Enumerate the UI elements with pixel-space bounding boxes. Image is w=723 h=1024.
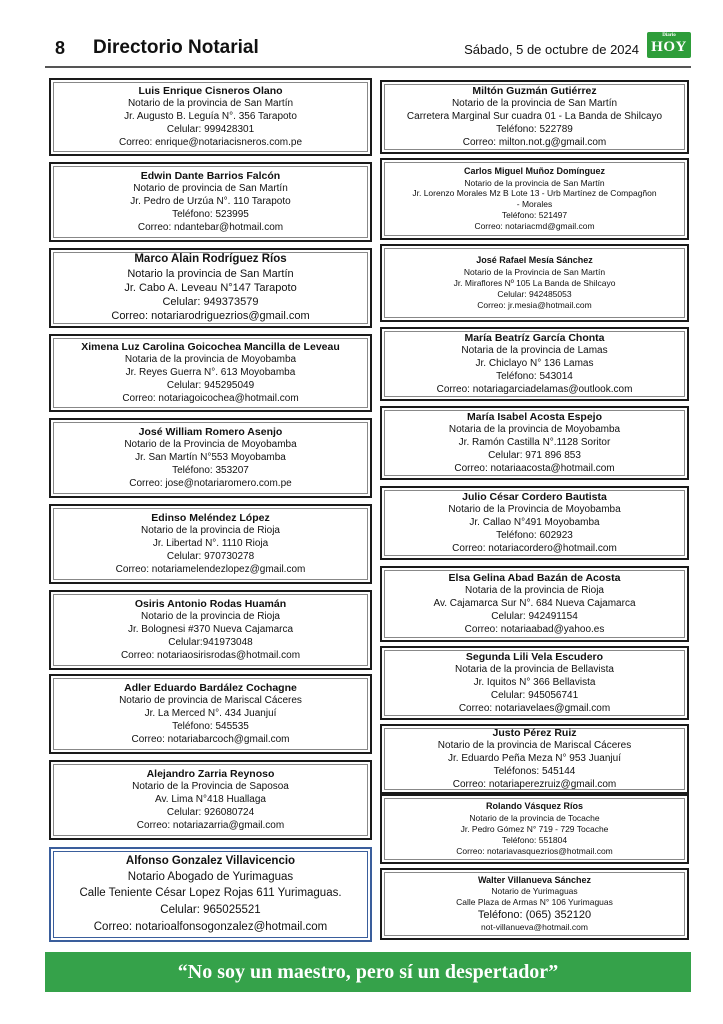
notary-phone: Celular: 970730278	[166, 550, 255, 562]
notary-email: Correo: notariamelendezlopez@gmail.com	[115, 563, 306, 575]
notary-name: Rolando Vásquez Ríos	[485, 801, 583, 812]
notary-title: Notario de Yurimaguas	[491, 886, 578, 897]
notary-card	[380, 244, 689, 322]
notary-address: Av. Lima N°418 Huallaga	[155, 793, 266, 805]
notary-name: Osiris Antonio Rodas Huamán	[134, 597, 287, 610]
notary-card	[49, 78, 372, 156]
notary-phone: Teléfono: 551804	[501, 834, 568, 845]
notary-title: Notaria de la provincia de Rioja	[465, 585, 604, 597]
notary-card	[49, 847, 372, 942]
notary-email: not-villanueva@hotmail.com	[481, 922, 588, 933]
notary-card	[380, 724, 689, 794]
notary-name: Luis Enrique Cisneros Olano	[138, 84, 283, 97]
notary-card	[380, 327, 689, 401]
notary-address: Jr. Lorenzo Morales Mz B Lote 13 - Urb Martínez de Compagñon	[412, 188, 657, 199]
header-divider	[45, 66, 691, 68]
notary-card	[380, 80, 689, 154]
notary-phone: Celular: 945295049	[166, 379, 255, 391]
notary-phone: Celular: 949373579	[162, 296, 259, 309]
notary-card	[380, 868, 689, 940]
notary-email: Correo: notariaosirisrodas@hotmail.com	[120, 649, 301, 661]
notary-name: Alfonso Gonzalez Villavicencio	[125, 854, 296, 867]
section-title: Directorio Notarial	[93, 37, 259, 58]
notary-title: Notario de la Provincia de Moyobamba	[124, 439, 297, 451]
notary-address-cont: - Morales	[516, 199, 553, 210]
notary-title: Notario de la provincia de San Martín	[464, 177, 605, 188]
notary-card	[380, 794, 689, 864]
notary-phone: Teléfono: 521497	[501, 210, 568, 221]
notary-title: Notario de la provincia de Rioja	[141, 525, 280, 537]
notary-card	[49, 248, 372, 328]
notary-phone: Teléfono: 545535	[172, 720, 249, 732]
notary-card	[49, 162, 372, 242]
notary-name: Ximena Luz Carolina Goicochea Mancilla de Leveau	[81, 340, 340, 353]
notary-card	[380, 646, 689, 720]
notary-phone: Teléfonos: 545144	[493, 765, 576, 777]
notary-name: Marco Alain Rodríguez Ríos	[134, 253, 287, 266]
notary-title: Notario de la Provincia de San Martín	[463, 267, 606, 277]
notary-phone: Celular: 926080724	[166, 806, 255, 818]
newspaper-logo	[647, 32, 691, 58]
quote-banner: “No soy un maestro, pero sí un despertador”	[45, 952, 691, 992]
notary-card	[49, 418, 372, 498]
notary-email: Correo: notariagoicochea@hotmail.com	[122, 392, 299, 404]
notary-address: Jr. Bolognesi #370 Nueva Cajamarca	[127, 623, 294, 635]
notary-title: Notario de la Provincia de Moyobamba	[448, 504, 621, 516]
notary-name: Carlos Miguel Muñoz Domínguez	[464, 166, 605, 177]
page-header	[45, 30, 691, 66]
notary-card	[49, 590, 372, 670]
notary-title: Notaria de la provincia de Moyobamba	[124, 354, 297, 366]
notary-phone: Teléfono: 543014	[496, 370, 573, 382]
notary-name: Miltón Guzmán Gutiérrez	[472, 84, 597, 97]
notary-email: Correo: jose@notariaromero.com.pe	[129, 477, 292, 489]
notary-address: Av. Cajamarca Sur N°. 684 Nueva Cajamarca	[433, 597, 636, 609]
publication-date: Sábado, 5 de octubre de 2024	[464, 42, 639, 57]
notary-phone: Celular: 965025521	[160, 903, 261, 916]
notary-phone: Celular:941973048	[168, 636, 253, 648]
notary-phone: Teléfono: 522789	[496, 123, 573, 135]
notary-title: Notaria de la provincia de Moyobamba	[448, 424, 621, 436]
logo-small-text: Diario	[662, 33, 676, 38]
notary-address: Jr. La Merced N°. 434 Juanjuí	[144, 707, 277, 719]
notary-address: Jr. Callao N°491 Moyobamba	[469, 516, 600, 528]
notary-email: Correo: notarioalfonsogonzalez@hotmail.com	[93, 920, 328, 933]
notary-title: Notario de la provincia de San Martín	[451, 98, 618, 110]
notary-name: Alejandro Zarria Reynoso	[146, 767, 275, 780]
notary-name: José Rafael Mesía Sánchez	[476, 255, 593, 266]
notary-address: Jr. Libertad N°. 1110 Rioja	[152, 537, 269, 549]
notary-address: Jr. Reyes Guerra N°. 613 Moyobamba	[125, 366, 296, 378]
notary-title: Notario de provincia de San Martín	[133, 183, 288, 195]
notary-address: Jr. Augusto B. Leguía N°. 356 Tarapoto	[124, 110, 297, 122]
notary-title: Notario de la provincia de San Martín	[127, 98, 294, 110]
notary-name: Walter Villanueva Sánchez	[477, 874, 592, 885]
notary-card	[380, 158, 689, 240]
notary-card	[380, 566, 689, 642]
notary-phone: Celular: 942491154	[491, 610, 578, 622]
notary-title: Notario de la provincia de Mariscal Cáceres	[437, 740, 632, 752]
notary-phone: Celular: 971 896 853	[488, 449, 581, 461]
notary-name: Segunda Lili Vela Escudero	[465, 650, 604, 663]
page-number: 8	[55, 38, 66, 58]
notary-email: Correo: ndantebar@hotmail.com	[137, 221, 284, 233]
notary-address: Jr. Cabo A. Leveau N°147 Tarapoto	[124, 282, 297, 295]
notary-name: Adler Eduardo Bardález Cochagne	[124, 681, 297, 694]
notary-email: Correo: notariazarria@gmail.com	[136, 819, 285, 831]
notary-card	[49, 334, 372, 412]
notary-title: Notario de la provincia de Rioja	[141, 611, 280, 623]
notary-phone: Teléfono: (065) 352120	[477, 909, 592, 922]
notary-email: Correo: notariaperezruiz@gmail.com	[452, 778, 617, 790]
logo-big-text: HOY	[651, 39, 687, 55]
notary-email: Correo: enrique@notariacisneros.com.pe	[118, 136, 303, 148]
notary-title: Notaria de la provincia de Bellavista	[455, 664, 614, 676]
notary-email: Correo: notariacmd@gmail.com	[474, 221, 595, 232]
notary-phone: Teléfono: 523995	[172, 208, 249, 220]
notary-address: Jr. Pedro Gómez N° 719 - 729 Tocache	[460, 823, 609, 834]
notary-phone: Celular: 942485053	[497, 288, 572, 299]
notary-phone: Teléfono: 353207	[172, 464, 249, 476]
notary-email: Correo: notariavelaes@gmail.com	[458, 702, 611, 714]
notary-name: María Isabel Acosta Espejo	[467, 410, 602, 423]
notary-title: Notario Abogado de Yurimaguas	[127, 870, 294, 883]
notary-address: Jr. Iquitos N° 366 Bellavista	[473, 676, 596, 688]
notary-title: Notaria de la provincia de Lamas	[461, 345, 608, 357]
notary-email: Correo: notariagarciadelamas@outlook.com	[436, 383, 633, 395]
notary-card	[380, 406, 689, 480]
notary-email: Correo: jr.mesia@hotmail.com	[477, 299, 592, 310]
notary-address: Jr. Miraflores Nº 105 La Banda de Shilcayo	[453, 277, 616, 288]
notary-phone: Celular: 945056741	[490, 689, 579, 701]
notary-title: Notario de la provincia de Tocache	[469, 813, 600, 823]
notary-title: Notario de provincia de Mariscal Cáceres	[119, 695, 302, 707]
notary-card	[49, 674, 372, 754]
notary-phone: Celular: 999428301	[166, 123, 255, 135]
notary-email: Correo: notariaacosta@hotmail.com	[454, 462, 615, 474]
notary-card	[49, 760, 372, 840]
notary-name: Elsa Gelina Abad Bazán de Acosta	[448, 571, 621, 584]
notary-address: Calle Teniente César Lopez Rojas 611 Yurimaguas.	[79, 887, 342, 900]
notary-address: Jr. San Martín N°553 Moyobamba	[135, 451, 286, 463]
notary-name: Justo Pérez Ruiz	[492, 726, 577, 739]
notary-email: Correo: notariabarcoch@gmail.com	[131, 733, 290, 745]
notary-name: María Beatríz García Chonta	[464, 331, 605, 344]
notary-email: Correo: notariavasquezrios@hotmail.com	[456, 845, 613, 856]
notary-card	[49, 504, 372, 584]
notary-address: Carretera Marginal Sur cuadra 01 - La Banda de Shilcayo	[406, 110, 663, 122]
notary-email: Correo: milton.not.g@gmail.com	[462, 136, 607, 148]
notary-card	[380, 486, 689, 560]
notary-email: Correo: notariacordero@hotmail.com	[452, 542, 617, 554]
notary-address: Calle Plaza de Armas N° 106 Yurimaguas	[456, 897, 613, 908]
notary-name: Edwin Dante Barrios Falcón	[140, 169, 281, 182]
notary-name: Julio César Cordero Bautista	[462, 490, 607, 503]
notary-address: Jr. Pedro de Urzúa N°. 110 Tarapoto	[130, 195, 291, 207]
notary-email: Correo: notariaabad@yahoo.es	[464, 623, 605, 635]
notary-address: Jr. Eduardo Peña Meza N° 953 Juanjuí	[448, 752, 621, 764]
notary-name: José William Romero Asenjo	[138, 425, 283, 438]
notary-address: Jr. Ramón Castilla N°.1128 Soritor	[458, 436, 611, 448]
notary-name: Edinso Meléndez López	[151, 511, 270, 524]
notary-email: Correo: notariarodriguezrios@gmail.com	[111, 310, 310, 323]
notary-phone: Teléfono: 602923	[496, 529, 573, 541]
notary-title: Notario de la Provincia de Saposoa	[132, 781, 289, 793]
notary-title: Notario la provincia de San Martín	[127, 268, 294, 281]
notary-address: Jr. Chiclayo N° 136 Lamas	[475, 357, 594, 369]
